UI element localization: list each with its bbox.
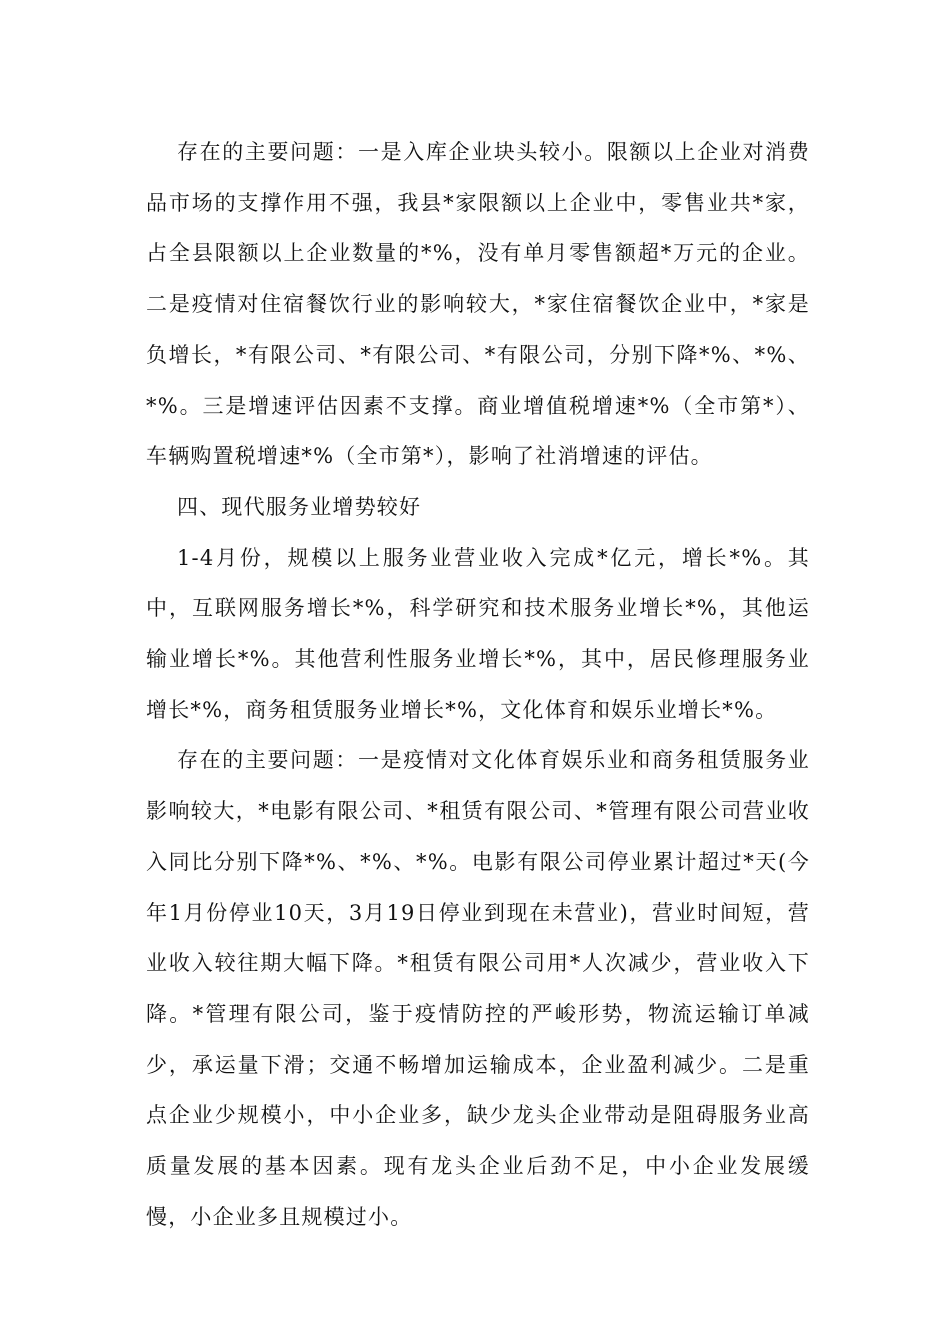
paragraph-services-revenue: 1-4月份，规模以上服务业营业收入完成*亿元，增长*%。其中，互联网服务增长*%，科学研究和技术服务业增长*%，其他运输业增长*%。其他营利性服务业增长*%，其中，居民修理服务业增长*%，商务租赁服务业增长*%，文化体育和娱乐业增长*%。 bbox=[146, 545, 810, 722]
section-heading-modern-services: 四、现代服务业增势较好 bbox=[177, 494, 422, 519]
paragraph-main-problems-services: 存在的主要问题：一是疫情对文化体育娱乐业和商务租赁服务业影响较大，*电影有限公司、*租赁有限公司、*管理有限公司营业收入同比分别下降*%、*%、*%。电影有限公司停业累计超过*天(今年1月份停业10天，3月19日停业到现在未营业)，营业时间短，营业收入较往期大幅下降。*租赁有限公司用*人次减少，营业收入下降。*管理有限公司，鉴于疫情防控的严峻形势，物流运输订单减少，承运量下滑；交通不畅增加运输成本，企业盈利减少。二是重点企业少规模小，中小企业多，缺少龙头企业带动是阻碍服务业高质量发展的基本因素。现有龙头企业后劲不足，中小企业发展缓慢，小企业多且规模过小。 bbox=[146, 748, 810, 1229]
document-body bbox=[146, 127, 810, 1242]
paragraph-main-problems-retail: 存在的主要问题：一是入库企业块头较小。限额以上企业对消费品市场的支撑作用不强，我县*家限额以上企业中，零售业共*家，占全县限额以上企业数量的*%，没有单月零售额超*万元的企业。二是疫情对住宿餐饮行业的影响较大，*家住宿餐饮企业中，*家是负增长，*有限公司、*有限公司、*有限公司，分别下降*%、*%、*%。三是增速评估因素不支撑。商业增值税增速*%（全市第*）、车辆购置税增速*%（全市第*），影响了社消增速的评估。 bbox=[146, 140, 810, 469]
